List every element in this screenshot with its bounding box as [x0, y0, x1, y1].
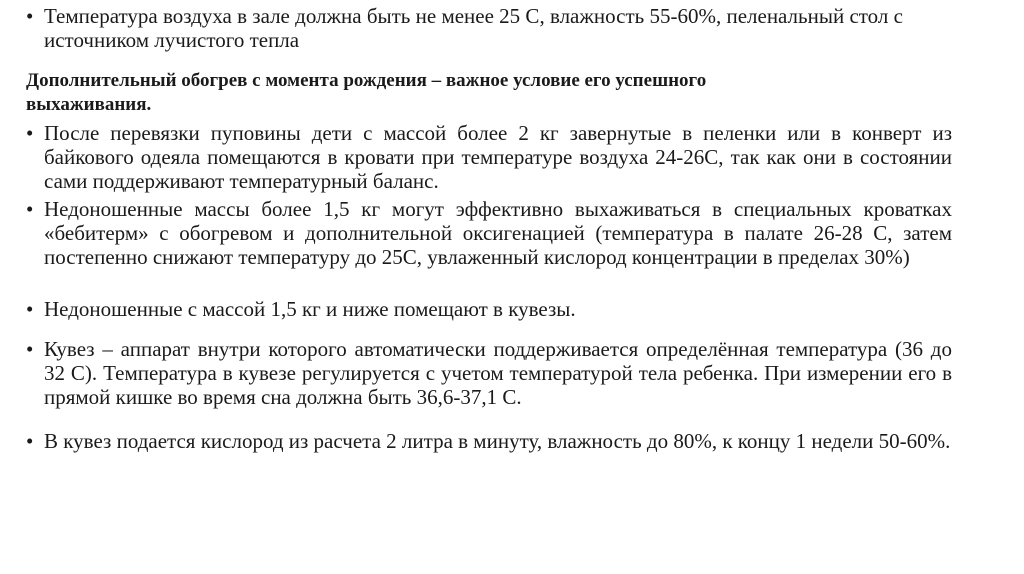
bullet-text: Кувез – аппарат внутри которого автоматически поддерживается определённая температура (36 до 32 С). Температура в кувезе регулируется с учетом температурой тела ребенка. При измерении его в прямой кишке во время сна должна быть 36,6-37,1 С.: [44, 337, 952, 409]
bullet-mark: •: [26, 297, 34, 321]
bullet-mark: •: [26, 197, 34, 221]
bullet-mark: •: [26, 429, 34, 453]
section-heading: Дополнительный обогрев с момента рождения – важное условие его успешного выхаживания.: [26, 70, 707, 115]
bullet-item-5: [26, 337, 952, 409]
bullet-mark: •: [26, 337, 34, 361]
bullet-item-2: [26, 121, 952, 193]
bullet-text: После перевязки пуповины дети с массой более 2 кг завернутые в пеленки или в конверт из байкового одеяла помещаются в кровати при температуре воздуха 24-26С, так как они в состоянии сами поддерживают температурный баланс.: [44, 121, 952, 193]
bullet-item-1: [26, 4, 952, 52]
bullet-text: Недоношенные с массой 1,5 кг и ниже помещают в кувезы.: [44, 297, 576, 321]
bullet-item-6: [26, 429, 952, 453]
bullet-item-3: [26, 197, 952, 269]
bullet-text: В кувез подается кислород из расчета 2 литра в минуту, влажность до 80%, к концу 1 недели 50-60%.: [44, 429, 951, 453]
bullet-item-4: [26, 297, 952, 321]
bullet-text: Недоношенные массы более 1,5 кг могут эффективно выхаживаться в специальных кроватках «бебитерм» с обогревом и дополнительной оксигенацией (температура в палате 26-28 С, затем постепенно снижают температуру до 25С, увлаженный кислород концентрации в пределах 30%): [44, 197, 952, 269]
bullet-mark: •: [26, 4, 34, 28]
bullet-mark: •: [26, 121, 34, 145]
bullet-text: Температура воздуха в зале должна быть не менее 25 С, влажность 55-60%, пеленальный стол с источником лучистого тепла: [44, 4, 903, 52]
